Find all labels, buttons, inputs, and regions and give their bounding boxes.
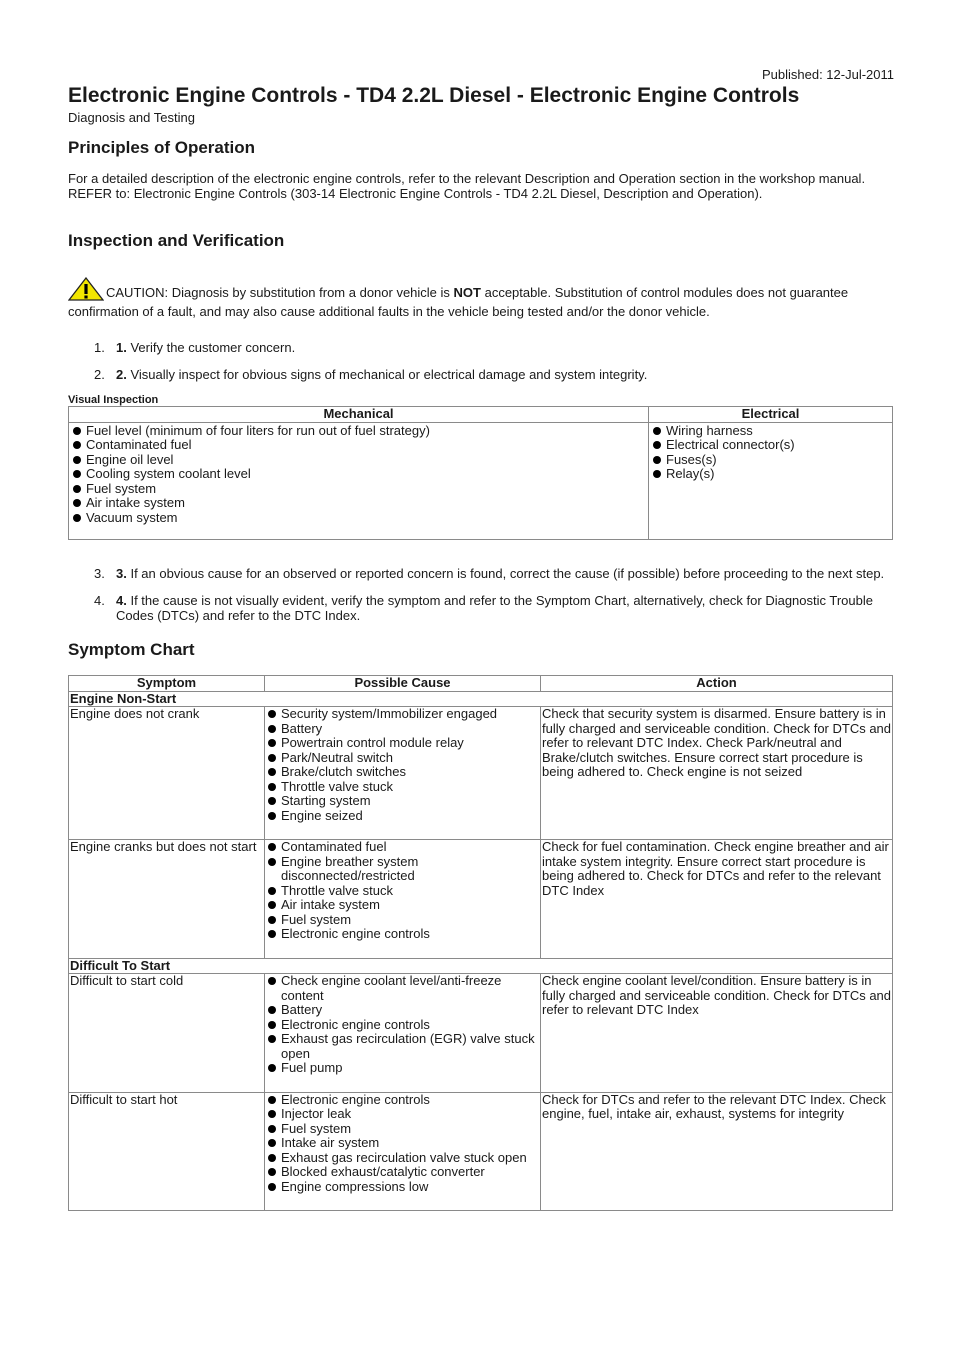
table-header-row (69, 676, 893, 692)
list-item: Electronic engine controls (266, 927, 539, 942)
electrical-list (651, 424, 890, 482)
list-item: Electrical connector(s) (651, 438, 890, 453)
header-symptom: Symptom (69, 676, 265, 692)
list-item: Electronic engine controls (266, 1093, 539, 1108)
list-item: Engine breather system disconnected/restricted (266, 855, 539, 884)
steps-list-b (68, 566, 894, 623)
step-bold: 2. (116, 367, 127, 382)
list-item: Blocked exhaust/catalytic converter (266, 1165, 539, 1180)
principles-line-2: REFER to: Electronic Engine Controls (303-14 Electronic Engine Controls - TD4 2.2L Diesel, Description and Operation). (68, 186, 763, 201)
table-row (69, 707, 893, 840)
table-row (69, 422, 893, 540)
warning-triangle-icon (68, 277, 104, 304)
list-item: Security system/Immobilizer engaged (266, 707, 539, 722)
symptom-cell: Difficult to start cold (69, 974, 265, 1093)
header-mechanical: Mechanical (69, 407, 649, 423)
list-item: Exhaust gas recirculation valve stuck open (266, 1151, 539, 1166)
group-title: Engine Non-Start (69, 691, 893, 707)
list-item: Injector leak (266, 1107, 539, 1122)
list-item: Park/Neutral switch (266, 751, 539, 766)
principles-heading: Principles of Operation (68, 138, 256, 157)
list-item: Battery (266, 1003, 539, 1018)
cause-cell (265, 974, 541, 1093)
list-item: Fuel system (266, 913, 539, 928)
cause-list (266, 974, 539, 1076)
inspection-heading: Inspection and Verification (68, 231, 285, 250)
step-bold: 1. (116, 340, 127, 355)
visual-inspection-table (68, 406, 893, 540)
group-title: Difficult To Start (69, 958, 893, 974)
list-item: Fuel system (266, 1122, 539, 1137)
list-item: Fuses(s) (651, 453, 890, 468)
header-possible-cause: Possible Cause (265, 676, 541, 692)
symptom-cell: Difficult to start hot (69, 1092, 265, 1211)
list-item: Wiring harness (651, 424, 890, 439)
symptom-chart-table (68, 675, 893, 1211)
caution-suffix: acceptable. Substitution of control modules does not guarantee confirmation of a fault, and may also cause additional faults in the vehicle being tested and/or the donor vehicle. (68, 285, 849, 319)
step-number: 2. (94, 367, 105, 382)
cause-cell (265, 707, 541, 840)
step-text: If an obvious cause for an observed or reported concern is found, correct the cause (if possible) before proceeding to the next step. (126, 566, 885, 581)
cause-list (266, 707, 539, 823)
list-item: Engine compressions low (266, 1180, 539, 1195)
step-2 (68, 367, 894, 382)
page-subtitle: Diagnosis and Testing (68, 110, 195, 125)
cause-cell (265, 1092, 541, 1211)
principles-line-1: For a detailed description of the electronic engine controls, refer to the relevant Description and Operation section in the workshop manual. (68, 171, 866, 186)
cause-list (266, 840, 539, 942)
step-4 (68, 593, 894, 623)
step-bold: 3. (116, 566, 127, 581)
action-cell: Check for fuel contamination. Check engine breather and air intake system integrity. Ensure correct start procedure is being adhered to. Check for DTCs and refer to the relevant DTC Index (541, 840, 893, 959)
table-row (69, 840, 893, 959)
list-item: Throttle valve stuck (266, 780, 539, 795)
header-action: Action (541, 676, 893, 692)
list-item: Cooling system coolant level (71, 467, 646, 482)
list-item: Vacuum system (71, 511, 646, 526)
list-item: Electronic engine controls (266, 1018, 539, 1033)
list-item: Fuel system (71, 482, 646, 497)
step-bold: 4. (116, 593, 127, 608)
mechanical-cell (69, 422, 649, 540)
step-text: Visually inspect for obvious signs of mechanical or electrical damage and system integrity. (126, 367, 648, 382)
list-item: Engine seized (266, 809, 539, 824)
step-1 (68, 340, 894, 355)
list-item: Starting system (266, 794, 539, 809)
list-item: Contaminated fuel (71, 438, 646, 453)
caution-prefix: CAUTION: Diagnosis by substitution from a donor vehicle is (106, 285, 454, 300)
published-date: Published: 12-Jul-2011 (761, 67, 894, 82)
caution-note (68, 277, 894, 319)
steps-list-a (68, 340, 894, 382)
list-item: Battery (266, 722, 539, 737)
cause-cell (265, 840, 541, 959)
list-item: Fuel level (minimum of four liters for run out of fuel strategy) (71, 424, 646, 439)
table-header-row (69, 407, 893, 423)
table-row (69, 1092, 893, 1211)
step-3 (68, 566, 894, 581)
step-number: 3. (94, 566, 105, 581)
step-number: 1. (94, 340, 105, 355)
action-cell: Check that security system is disarmed. Ensure battery is in fully charged and serviceable condition. Check for DTCs and refer to relevant DTC Index. Check Park/neutral and Brake/clutch switches. Ensure correct start procedure is being adhered to. Check engine is not seized (541, 707, 893, 840)
action-cell: Check for DTCs and refer to the relevant DTC Index. Check engine, fuel, intake air, exhaust, systems for integrity (541, 1092, 893, 1211)
step-text: If the cause is not visually evident, verify the symptom and refer to the Symptom Chart, alternatively, check for Diagnostic Trouble Codes (DTCs) and refer to the DTC Index. (116, 593, 873, 623)
list-item: Powertrain control module relay (266, 736, 539, 751)
list-item: Exhaust gas recirculation (EGR) valve stuck open (266, 1032, 539, 1061)
step-text: Verify the customer concern. (126, 340, 296, 355)
caution-bold: NOT (453, 285, 481, 300)
list-item: Air intake system (71, 496, 646, 511)
principles-text (68, 171, 894, 201)
table-row (69, 974, 893, 1093)
symptom-chart-heading: Symptom Chart (68, 640, 195, 659)
list-item: Engine oil level (71, 453, 646, 468)
symptom-cell: Engine cranks but does not start (69, 840, 265, 959)
list-item: Contaminated fuel (266, 840, 539, 855)
list-item: Air intake system (266, 898, 539, 913)
group-row (69, 691, 893, 707)
list-item: Brake/clutch switches (266, 765, 539, 780)
mechanical-list (71, 424, 646, 526)
step-number: 4. (94, 593, 105, 608)
header-electrical: Electrical (649, 407, 893, 423)
page-title: Electronic Engine Controls - TD4 2.2L Diesel - Electronic Engine Controls (68, 84, 800, 107)
action-cell: Check engine coolant level/condition. Ensure battery is in fully charged and serviceable condition. Check for DTCs and refer to relevant DTC Index (541, 974, 893, 1093)
cause-list (266, 1093, 539, 1195)
group-row (69, 958, 893, 974)
list-item: Relay(s) (651, 467, 890, 482)
symptom-cell: Engine does not crank (69, 707, 265, 840)
list-item: Throttle valve stuck (266, 884, 539, 899)
list-item: Intake air system (266, 1136, 539, 1151)
electrical-cell (649, 422, 893, 540)
visual-inspection-label: Visual Inspection (68, 394, 159, 406)
list-item: Check engine coolant level/anti-freeze content (266, 974, 539, 1003)
list-item: Fuel pump (266, 1061, 539, 1076)
